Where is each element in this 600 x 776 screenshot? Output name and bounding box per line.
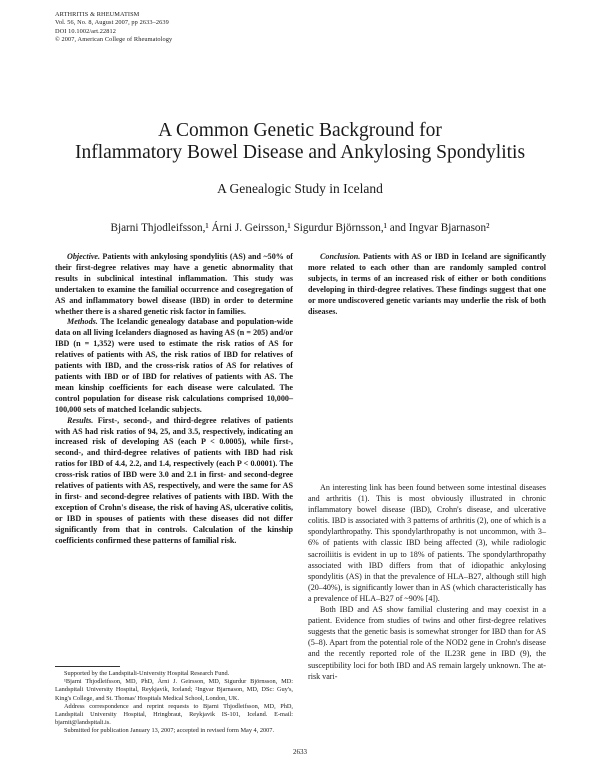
objective-label: Objective. [67, 252, 101, 261]
journal-copyright: © 2007, American College of Rheumatology [55, 36, 173, 44]
objective-text: Patients with ankylosing spondylitis (AS) and ~50% of their first-degree relatives may have a genetic abnormality that results in subclinical intestinal inflammation. This study was undertaken to examine the familial occurrence and cosegregation of AS and inflammatory bowel disease (IBD) in order to determine whether there is a shared genetic risk factor in families. [55, 252, 293, 316]
methods-text: The Icelandic genealogy database and population-wide data on all living Icelanders diagnosed as having AS (n = 205) and/or IBD (n = 1,352) were used to estimate the risk ratios of AS for relatives of patients with AS, the risk ratios of IBD for relatives of patients with IBD, and the cross-risk ratios of AS for relatives of patients with IBD or of IBD for relatives of patients with AS. The mean kinship coefficients for each disease were calculated. The control population for disease risk calculations comprised 10,000–100,000 sets of matched Icelandic subjects. [55, 317, 293, 414]
abstract-left-column [55, 252, 293, 546]
abstract-objective [55, 252, 293, 317]
conclusion-text: Patients with AS or IBD in Iceland are significantly more related to each other than are randomly sampled control subjects, in terms of an increased risk of either or both conditions developing in third-degree relatives. These findings suggest that one or more undiscovered genetic variants may underlie the risk of both diseases. [308, 252, 546, 316]
body-paragraph-1: An interesting link has been found between some intestinal diseases and arthritis (1). This is most obviously illustrated in chronic inflammatory bowel disease (IBD), Crohn's disease, and ulcerative colitis. IBD is associated with 3 patterns of arthritis (2), one of which is a spondylarthropathy. This spondylarthropathy is not uncommon, with 3–6% of patients with classic IBD being affected (3), while radiologic sacroiliitis is evident in up to 18% of patients. The spondylarthropathy associated with IBD differs from that of idiopathic ankylosing spondylitis (AS) in that the prevalence of HLA–B27, although still high (20–40%), is significantly lower than in AS (which characteristically has a prevalence of HLA–B27 of ~90% [4]). [308, 483, 546, 603]
conclusion-label: Conclusion. [320, 252, 361, 261]
footnote-dates: Submitted for publication January 13, 2007; accepted in revised form May 4, 2007. [64, 727, 275, 735]
journal-volume: Vol. 56, No. 8, August 2007, pp 2633–2639 [55, 19, 169, 27]
body-paragraph-2: Both IBD and AS show familial clustering and may coexist in a patient. Evidence from studies of twins and other first-degree relatives suggests that the genetic basis is somewhat stronger for IBD than for AS (5–8). Apart from the potential role of the NOD2 gene in Crohn's disease and the recently reported role of the IL23R gene in IBD (9), the susceptibility loci for both IBD and AS remain largely unknown. The at-risk vari- [308, 605, 546, 681]
title-line-2: Inflammatory Bowel Disease and Ankylosing Spondylitis [74, 142, 526, 163]
footnote-affiliations: ¹Bjarni Thjodleifsson, MD, PhD, Árni J. Geirsson, MD, Sigurdur Björnsson, MD: Landspitali University Hospital, Reykjavik, Iceland; ²Ingvar Bjarnason, MD, DSc: Guy's, King's College, and St. Thomas' Hospitals Medical School, London, UK. [55, 678, 293, 702]
footnotes [55, 670, 293, 736]
results-label: Results. [67, 415, 94, 425]
footnote-correspondence: Address correspondence and reprint requests to Bjarni Thjodleifsson, MD, PhD, Landspitali University Hospital, Hringbraut, Reykjavik IS-101, Iceland. E-mail: bjarnit@landspitali.is. [55, 702, 293, 727]
results-text: First-, second-, and third-degree relatives of patients with AS had risk ratios of 94, 25, and 3.5, respectively, indicating an increased risk of developing AS (each P < 0.0005), while first-, second-, and third-degree relatives of patients with IBD had risk ratios for IBD of 4.4, 2.2, and 1.4, respectively (each P < 0.0001). The cross-risk ratios of IBD were 3.0 and 2.1 in first- and second-degree relatives of patients with AS, respectively, and were the same for AS in first- and second-degree relatives of patients with IBD. With the exception of Crohn's disease, the risk of having AS, ulcerative colitis, or IBD in spouses of patients with these diseases did not differ significantly from that in controls. Calculation of the kinship coefficients confirmed these patterns of familial risk. [55, 415, 293, 545]
journal-name: ARTHRITIS & RHEUMATISM [55, 11, 140, 18]
author-list: Bjarni Thjodleifsson,¹ Árni J. Geirsson,¹ Sigurdur Björnsson,¹ and Ingvar Bjarnason² [110, 222, 490, 234]
footnote-divider [55, 666, 120, 667]
page-number: 2633 [293, 748, 307, 756]
abstract-right-column [308, 252, 546, 317]
abstract-conclusion [308, 252, 546, 317]
abstract-methods [55, 317, 293, 415]
methods-label: Methods. [67, 317, 98, 327]
abstract-results [55, 416, 293, 547]
journal-header [55, 11, 172, 45]
article-subtitle: A Genealogic Study in Iceland [217, 181, 383, 196]
article-title [0, 120, 600, 164]
body-text [308, 482, 546, 682]
title-line-1: A Common Genetic Background for [158, 120, 442, 141]
footnote-support: Supported by the Landspitali-University Hospital Research Fund. [64, 670, 230, 677]
journal-doi: DOI 10.1002/art.22812 [55, 27, 117, 35]
